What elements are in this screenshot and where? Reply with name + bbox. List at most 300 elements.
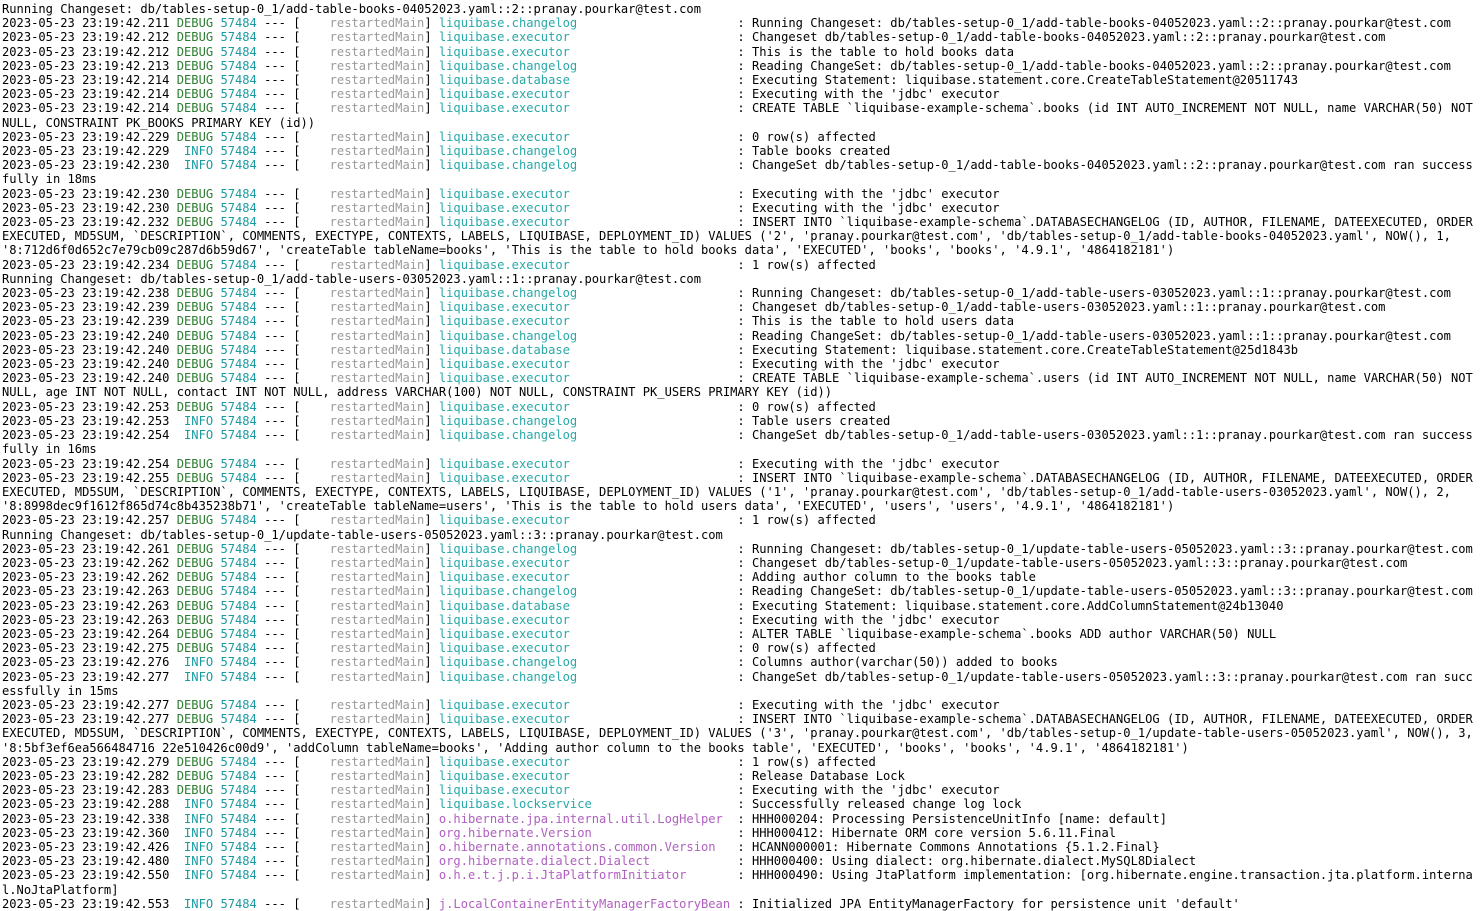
log-level: INFO — [176, 158, 214, 173]
log-separator-close: ] — [424, 357, 439, 372]
log-pid: 57484 — [220, 797, 257, 812]
log-message-separator: : — [730, 768, 752, 783]
log-pid: 57484 — [220, 87, 257, 102]
log-pid: 57484 — [220, 754, 257, 769]
log-thread: restartedMain — [300, 470, 425, 485]
log-message: 1 row(s) affected — [751, 754, 876, 769]
log-level: DEBUG — [176, 470, 214, 485]
log-logger-name: liquibase.database — [438, 598, 731, 613]
log-timestamp: 2023-05-23 23:19:42.263 — [2, 584, 170, 599]
log-message: HHH000412: Hibernate ORM core version 5.6.11.Final — [751, 825, 1117, 840]
log-message: INSERT INTO `liquibase-example-schema`.DATABASECHANGELOG (ID, AUTHOR, FILENAME, DATEEXECUTED, ORDEREXECUTED, MD5SUM, `DESCRIPTION`, COMMENTS, EXECTYPE, CONTEXTS, LABELS, LIQUIBASE, DEPLOYMENT_ID) VALUES ('1', 'pranay.pourkar@test.com', 'db/tables-setup-0_1/add-table-users-03052023.yaml', NOW(), 2, '8:8998dec9f1612f865d74c8b435238b71', 'createTable tableName=users', 'This is the table to hold users data', 'EXECUTED', 'users', 'users', '4.9.1', '4864182181') — [2, 470, 1473, 514]
log-message: Table users created — [751, 413, 891, 428]
log-plain-text: Running Changeset: db/tables-setup-0_1/add-table-books-04052023.yaml::2::pranay.pourkar@test.com — [2, 2, 701, 16]
log-level: INFO — [176, 854, 214, 869]
log-separator: --- [ — [264, 896, 301, 911]
log-logger-name: liquibase.executor — [438, 768, 731, 783]
log-separator: --- [ — [264, 300, 301, 315]
log-line — [2, 471, 1480, 514]
log-logger-name: liquibase.database — [438, 342, 731, 357]
log-level: DEBUG — [176, 200, 214, 215]
log-separator: --- [ — [264, 371, 301, 386]
log-separator-close: ] — [424, 413, 439, 428]
log-line — [2, 400, 1480, 414]
log-logger-name: liquibase.executor — [438, 101, 731, 116]
log-separator: --- [ — [264, 626, 301, 641]
log-separator: --- [ — [264, 854, 301, 869]
log-separator-close: ] — [424, 342, 439, 357]
log-level: DEBUG — [176, 129, 214, 144]
log-message: ChangeSet db/tables-setup-0_1/add-table-users-03052023.yaml::1::pranay.pourkar@test.com ran successfully in 16ms — [2, 428, 1473, 457]
log-pid: 57484 — [220, 300, 257, 315]
log-message: ChangeSet db/tables-setup-0_1/update-table-users-05052023.yaml::3::pranay.pourkar@test.com ran successfully in 15ms — [2, 669, 1473, 698]
log-pid: 57484 — [220, 655, 257, 670]
log-plain-text: Running Changeset: db/tables-setup-0_1/update-table-users-05052023.yaml::3::pranay.pourkar@test.com — [2, 527, 723, 542]
log-message: Executing with the 'jdbc' executor — [751, 200, 1000, 215]
log-pid: 57484 — [220, 144, 257, 159]
log-message: 1 row(s) affected — [751, 513, 876, 528]
log-message: HHH000400: Using dialect: org.hibernate.dialect.MySQL8Dialect — [751, 854, 1197, 869]
log-separator: --- [ — [264, 44, 301, 59]
log-thread: restartedMain — [300, 87, 425, 102]
log-pid: 57484 — [220, 811, 257, 826]
log-level: INFO — [176, 655, 214, 670]
log-line — [2, 755, 1480, 769]
log-thread: restartedMain — [300, 144, 425, 159]
log-separator-close: ] — [424, 712, 439, 727]
log-separator-close: ] — [424, 16, 439, 31]
log-message-separator: : — [730, 186, 752, 201]
log-message: Running Changeset: db/tables-setup-0_1/add-table-books-04052023.yaml::2::pranay.pourkar@test.com — [751, 16, 1451, 31]
log-logger-name: liquibase.changelog — [438, 158, 731, 173]
log-message: INSERT INTO `liquibase-example-schema`.DATABASECHANGELOG (ID, AUTHOR, FILENAME, DATEEXECUTED, ORDEREXECUTED, MD5SUM, `DESCRIPTION`, COMMENTS, EXECTYPE, CONTEXTS, LABELS, LIQUIBASE, DEPLOYMENT_ID) VALUES ('3', 'pranay.pourkar@test.com', 'db/tables-setup-0_1/update-table-users-05052023.yaml', NOW(), 3, '8:5bf3ef6ea566484716 22e510426c00d9', 'addColumn tableName=books', 'Adding author column to the books table', 'EXECUTED', 'books', 'books', '4.9.1', '4864182181') — [2, 712, 1480, 755]
log-logger-name: liquibase.changelog — [438, 413, 731, 428]
log-thread: restartedMain — [300, 712, 425, 727]
log-timestamp: 2023-05-23 23:19:42.263 — [2, 612, 170, 627]
log-separator-close: ] — [424, 101, 439, 116]
log-thread: restartedMain — [300, 300, 425, 315]
log-message-separator: : — [730, 641, 752, 656]
log-separator: --- [ — [264, 342, 301, 357]
log-message-separator: : — [730, 456, 752, 471]
log-thread: restartedMain — [300, 44, 425, 59]
log-separator-close: ] — [424, 754, 439, 769]
log-logger-name: liquibase.executor — [438, 783, 731, 798]
log-separator: --- [ — [264, 73, 301, 88]
log-timestamp: 2023-05-23 23:19:42.276 — [2, 655, 170, 670]
log-message-separator: : — [730, 570, 752, 585]
log-separator-close: ] — [424, 456, 439, 471]
log-thread: restartedMain — [300, 570, 425, 585]
log-line — [2, 187, 1480, 201]
log-line — [2, 868, 1480, 896]
log-message-separator: : — [730, 342, 752, 357]
log-level: DEBUG — [176, 598, 214, 613]
log-pid: 57484 — [220, 371, 257, 386]
log-message-separator: : — [730, 87, 752, 102]
log-pid: 57484 — [220, 641, 257, 656]
log-line — [2, 641, 1480, 655]
log-message: Running Changeset: db/tables-setup-0_1/add-table-users-03052023.yaml::1::pranay.pourkar@test.com — [751, 286, 1451, 301]
log-message: Executing with the 'jdbc' executor — [751, 783, 1000, 798]
log-separator-close: ] — [424, 626, 439, 641]
log-level: DEBUG — [176, 768, 214, 783]
log-thread: restartedMain — [300, 73, 425, 88]
log-level: DEBUG — [176, 73, 214, 88]
log-timestamp: 2023-05-23 23:19:42.214 — [2, 101, 170, 116]
log-separator-close: ] — [424, 839, 439, 854]
log-message-separator: : — [730, 513, 752, 528]
log-separator: --- [ — [264, 200, 301, 215]
log-logger-name: liquibase.executor — [438, 399, 731, 414]
log-message-separator: : — [730, 129, 752, 144]
log-line — [2, 215, 1480, 258]
log-message: Adding author column to the books table — [751, 570, 1036, 585]
log-pid: 57484 — [220, 612, 257, 627]
log-line — [2, 542, 1480, 556]
log-thread: restartedMain — [300, 129, 425, 144]
log-logger-name: o.hibernate.annotations.common.Version — [438, 839, 731, 854]
log-line — [2, 428, 1480, 456]
log-pid: 57484 — [220, 30, 257, 45]
log-timestamp: 2023-05-23 23:19:42.212 — [2, 44, 170, 59]
log-pid: 57484 — [220, 328, 257, 343]
log-thread: restartedMain — [300, 342, 425, 357]
log-thread: restartedMain — [300, 257, 425, 272]
log-logger-name: liquibase.changelog — [438, 58, 731, 73]
log-logger-name: liquibase.executor — [438, 513, 731, 528]
log-level: DEBUG — [176, 101, 214, 116]
log-line — [2, 599, 1480, 613]
log-message-separator: : — [730, 300, 752, 315]
log-level: INFO — [176, 839, 214, 854]
log-thread: restartedMain — [300, 669, 425, 684]
log-timestamp: 2023-05-23 23:19:42.239 — [2, 314, 170, 329]
log-separator-close: ] — [424, 513, 439, 528]
log-message-separator: : — [730, 854, 752, 869]
log-separator-close: ] — [424, 697, 439, 712]
log-separator: --- [ — [264, 16, 301, 31]
log-message: Executing with the 'jdbc' executor — [751, 612, 1000, 627]
log-timestamp: 2023-05-23 23:19:42.213 — [2, 58, 170, 73]
log-line — [2, 556, 1480, 570]
log-message: Successfully released change log lock — [751, 797, 1022, 812]
log-timestamp: 2023-05-23 23:19:42.262 — [2, 555, 170, 570]
log-logger-name: liquibase.changelog — [438, 584, 731, 599]
log-message: Executing with the 'jdbc' executor — [751, 697, 1000, 712]
log-message-separator: : — [730, 825, 752, 840]
log-thread: restartedMain — [300, 626, 425, 641]
log-logger-name: o.h.e.t.j.p.i.JtaPlatformInitiator — [438, 868, 731, 883]
log-thread: restartedMain — [300, 868, 425, 883]
log-message-separator: : — [730, 712, 752, 727]
log-message: Executing with the 'jdbc' executor — [751, 357, 1000, 372]
log-pid: 57484 — [220, 783, 257, 798]
log-level: INFO — [176, 144, 214, 159]
log-message: HCANN000001: Hibernate Commons Annotations {5.1.2.Final} — [751, 839, 1160, 854]
log-level: DEBUG — [176, 754, 214, 769]
log-thread: restartedMain — [300, 513, 425, 528]
log-line — [2, 797, 1480, 811]
log-pid: 57484 — [220, 357, 257, 372]
log-pid: 57484 — [220, 555, 257, 570]
log-level: DEBUG — [176, 186, 214, 201]
log-separator-close: ] — [424, 371, 439, 386]
log-line — [2, 698, 1480, 712]
log-pid: 57484 — [220, 413, 257, 428]
log-level: INFO — [176, 797, 214, 812]
log-timestamp: 2023-05-23 23:19:42.211 — [2, 16, 170, 31]
log-message: Executing with the 'jdbc' executor — [751, 456, 1000, 471]
log-logger-name: liquibase.lockservice — [438, 797, 731, 812]
log-timestamp: 2023-05-23 23:19:42.277 — [2, 712, 170, 727]
log-timestamp: 2023-05-23 23:19:42.214 — [2, 87, 170, 102]
log-thread: restartedMain — [300, 16, 425, 31]
log-timestamp: 2023-05-23 23:19:42.253 — [2, 399, 170, 414]
log-separator-close: ] — [424, 811, 439, 826]
log-logger-name: liquibase.executor — [438, 712, 731, 727]
log-logger-name: liquibase.executor — [438, 754, 731, 769]
log-separator: --- [ — [264, 428, 301, 443]
log-separator: --- [ — [264, 825, 301, 840]
log-thread: restartedMain — [300, 200, 425, 215]
log-pid: 57484 — [220, 868, 257, 883]
log-separator: --- [ — [264, 513, 301, 528]
log-pid: 57484 — [220, 626, 257, 641]
log-line — [2, 826, 1480, 840]
log-separator-close: ] — [424, 555, 439, 570]
log-message: This is the table to hold users data — [751, 314, 1015, 329]
log-timestamp: 2023-05-23 23:19:42.239 — [2, 300, 170, 315]
log-separator-close: ] — [424, 58, 439, 73]
log-message-separator: : — [730, 314, 752, 329]
log-message-separator: : — [730, 626, 752, 641]
log-separator-close: ] — [424, 73, 439, 88]
log-line — [2, 130, 1480, 144]
log-thread: restartedMain — [300, 357, 425, 372]
log-line — [2, 158, 1480, 186]
log-level: DEBUG — [176, 697, 214, 712]
log-message: 0 row(s) affected — [751, 641, 876, 656]
log-message: Changeset db/tables-setup-0_1/update-table-users-05052023.yaml::3::pranay.pourkar@test.com — [751, 555, 1408, 570]
log-timestamp: 2023-05-23 23:19:42.283 — [2, 783, 170, 798]
log-separator: --- [ — [264, 144, 301, 159]
log-message-separator: : — [730, 357, 752, 372]
log-thread: restartedMain — [300, 58, 425, 73]
log-pid: 57484 — [220, 768, 257, 783]
log-message-separator: : — [730, 413, 752, 428]
log-logger-name: liquibase.executor — [438, 314, 731, 329]
log-separator-close: ] — [424, 896, 439, 911]
log-timestamp: 2023-05-23 23:19:42.230 — [2, 200, 170, 215]
log-timestamp: 2023-05-23 23:19:42.360 — [2, 825, 170, 840]
log-pid: 57484 — [220, 669, 257, 684]
log-separator-close: ] — [424, 44, 439, 59]
log-line — [2, 87, 1480, 101]
log-line — [2, 45, 1480, 59]
log-thread: restartedMain — [300, 854, 425, 869]
log-timestamp: 2023-05-23 23:19:42.212 — [2, 30, 170, 45]
log-level: INFO — [176, 825, 214, 840]
log-message: Columns author(varchar(50)) added to books — [751, 655, 1058, 670]
log-separator-close: ] — [424, 144, 439, 159]
log-timestamp: 2023-05-23 23:19:42.275 — [2, 641, 170, 656]
log-level: INFO — [176, 669, 214, 684]
log-thread: restartedMain — [300, 641, 425, 656]
log-separator-close: ] — [424, 186, 439, 201]
log-level: INFO — [176, 428, 214, 443]
log-separator: --- [ — [264, 641, 301, 656]
log-separator-close: ] — [424, 641, 439, 656]
log-message: Changeset db/tables-setup-0_1/add-table-users-03052023.yaml::1::pranay.pourkar@test.com — [751, 300, 1386, 315]
log-line — [2, 272, 1480, 286]
log-pid: 57484 — [220, 896, 257, 911]
log-pid: 57484 — [220, 470, 257, 485]
log-pid: 57484 — [220, 825, 257, 840]
log-line — [2, 73, 1480, 87]
log-separator: --- [ — [264, 87, 301, 102]
log-timestamp: 2023-05-23 23:19:42.254 — [2, 428, 170, 443]
log-level: DEBUG — [176, 783, 214, 798]
log-pid: 57484 — [220, 513, 257, 528]
log-pid: 57484 — [220, 101, 257, 116]
log-separator: --- [ — [264, 839, 301, 854]
log-message: Reading ChangeSet: db/tables-setup-0_1/add-table-users-03052023.yaml::1::pranay.pourkar@test.com — [751, 328, 1451, 343]
log-separator-close: ] — [424, 669, 439, 684]
log-level: DEBUG — [176, 342, 214, 357]
log-separator: --- [ — [264, 768, 301, 783]
log-timestamp: 2023-05-23 23:19:42.553 — [2, 896, 170, 911]
log-level: DEBUG — [176, 357, 214, 372]
log-logger-name: liquibase.executor — [438, 570, 731, 585]
log-separator: --- [ — [264, 30, 301, 45]
log-separator: --- [ — [264, 541, 301, 556]
log-logger-name: liquibase.executor — [438, 697, 731, 712]
log-logger-name: liquibase.executor — [438, 30, 731, 45]
log-thread: restartedMain — [300, 456, 425, 471]
log-separator: --- [ — [264, 399, 301, 414]
log-separator: --- [ — [264, 811, 301, 826]
log-message: CREATE TABLE `liquibase-example-schema`.users (id INT AUTO_INCREMENT NOT NULL, name VARCHAR(50) NOT NULL, age INT NOT NULL, contact INT NOT NULL, address VARCHAR(100) NOT NULL, CONSTRAINT PK_USERS PRIMARY KEY (id)) — [2, 371, 1480, 400]
log-thread: restartedMain — [300, 215, 425, 230]
log-logger-name: liquibase.changelog — [438, 541, 731, 556]
log-message-separator: : — [730, 555, 752, 570]
log-separator: --- [ — [264, 655, 301, 670]
log-message: Executing Statement: liquibase.statement.core.AddColumnStatement@24b13040 — [751, 598, 1284, 613]
log-line — [2, 840, 1480, 854]
log-separator: --- [ — [264, 413, 301, 428]
log-message: Executing with the 'jdbc' executor — [751, 87, 1000, 102]
log-message: ChangeSet db/tables-setup-0_1/add-table-books-04052023.yaml::2::pranay.pourkar@test.com ran successfully in 18ms — [2, 158, 1473, 187]
log-message: Initialized JPA EntityManagerFactory for persistence unit 'default' — [751, 896, 1240, 911]
log-separator: --- [ — [264, 598, 301, 613]
log-line — [2, 812, 1480, 826]
log-separator-close: ] — [424, 399, 439, 414]
log-timestamp: 2023-05-23 23:19:42.232 — [2, 215, 170, 230]
log-level: INFO — [176, 868, 214, 883]
log-logger-name: liquibase.changelog — [438, 286, 731, 301]
log-timestamp: 2023-05-23 23:19:42.238 — [2, 286, 170, 301]
log-pid: 57484 — [220, 16, 257, 31]
log-line — [2, 613, 1480, 627]
log-thread: restartedMain — [300, 541, 425, 556]
log-separator: --- [ — [264, 470, 301, 485]
log-message: This is the table to hold books data — [751, 44, 1015, 59]
log-level: INFO — [176, 811, 214, 826]
log-pid: 57484 — [220, 286, 257, 301]
log-logger-name: o.hibernate.jpa.internal.util.LogHelper — [438, 811, 731, 826]
log-message-separator: : — [730, 541, 752, 556]
log-timestamp: 2023-05-23 23:19:42.230 — [2, 158, 170, 173]
log-timestamp: 2023-05-23 23:19:42.214 — [2, 73, 170, 88]
log-logger-name: liquibase.executor — [438, 186, 731, 201]
log-pid: 57484 — [220, 697, 257, 712]
log-pid: 57484 — [220, 541, 257, 556]
log-logger-name: liquibase.changelog — [438, 16, 731, 31]
log-logger-name: liquibase.executor — [438, 215, 731, 230]
log-logger-name: liquibase.executor — [438, 129, 731, 144]
log-message: Executing Statement: liquibase.statement.core.CreateTableStatement@25d1843b — [751, 342, 1299, 357]
log-line — [2, 101, 1480, 129]
log-separator-close: ] — [424, 129, 439, 144]
log-separator-close: ] — [424, 854, 439, 869]
log-timestamp: 2023-05-23 23:19:42.229 — [2, 129, 170, 144]
log-line — [2, 854, 1480, 868]
log-separator-close: ] — [424, 797, 439, 812]
log-level: DEBUG — [176, 257, 214, 272]
log-thread: restartedMain — [300, 598, 425, 613]
log-level: DEBUG — [176, 286, 214, 301]
log-separator-close: ] — [424, 286, 439, 301]
log-pid: 57484 — [220, 456, 257, 471]
log-separator: --- [ — [264, 584, 301, 599]
log-level: DEBUG — [176, 87, 214, 102]
log-timestamp: 2023-05-23 23:19:42.338 — [2, 811, 170, 826]
log-logger-name: org.hibernate.dialect.Dialect — [438, 854, 731, 869]
log-message: 0 row(s) affected — [751, 399, 876, 414]
log-logger-name: liquibase.executor — [438, 357, 731, 372]
log-separator-close: ] — [424, 598, 439, 613]
log-logger-name: liquibase.executor — [438, 371, 731, 386]
log-thread: restartedMain — [300, 186, 425, 201]
log-logger-name: liquibase.changelog — [438, 669, 731, 684]
log-separator-close: ] — [424, 200, 439, 215]
log-logger-name: liquibase.executor — [438, 44, 731, 59]
log-separator-close: ] — [424, 215, 439, 230]
log-line — [2, 414, 1480, 428]
log-separator: --- [ — [264, 669, 301, 684]
log-level: INFO — [176, 413, 214, 428]
log-logger-name: liquibase.executor — [438, 257, 731, 272]
log-message-separator: : — [730, 371, 752, 386]
log-separator-close: ] — [424, 158, 439, 173]
log-separator-close: ] — [424, 30, 439, 45]
log-thread: restartedMain — [300, 428, 425, 443]
log-separator-close: ] — [424, 314, 439, 329]
log-separator: --- [ — [264, 186, 301, 201]
log-logger-name: liquibase.executor — [438, 300, 731, 315]
log-line — [2, 16, 1480, 30]
log-message-separator: : — [730, 101, 752, 116]
log-message-separator: : — [730, 30, 752, 45]
log-timestamp: 2023-05-23 23:19:42.261 — [2, 541, 170, 556]
log-message: Reading ChangeSet: db/tables-setup-0_1/update-table-users-05052023.yaml::3::pranay.pourkar@test.com — [751, 584, 1473, 599]
log-level: DEBUG — [176, 30, 214, 45]
log-message: CREATE TABLE `liquibase-example-schema`.books (id INT AUTO_INCREMENT NOT NULL, name VARCHAR(50) NOT NULL, CONSTRAINT PK_BOOKS PRIMARY KEY (id)) — [2, 101, 1480, 130]
log-timestamp: 2023-05-23 23:19:42.229 — [2, 144, 170, 159]
log-separator: --- [ — [264, 158, 301, 173]
log-line — [2, 570, 1480, 584]
